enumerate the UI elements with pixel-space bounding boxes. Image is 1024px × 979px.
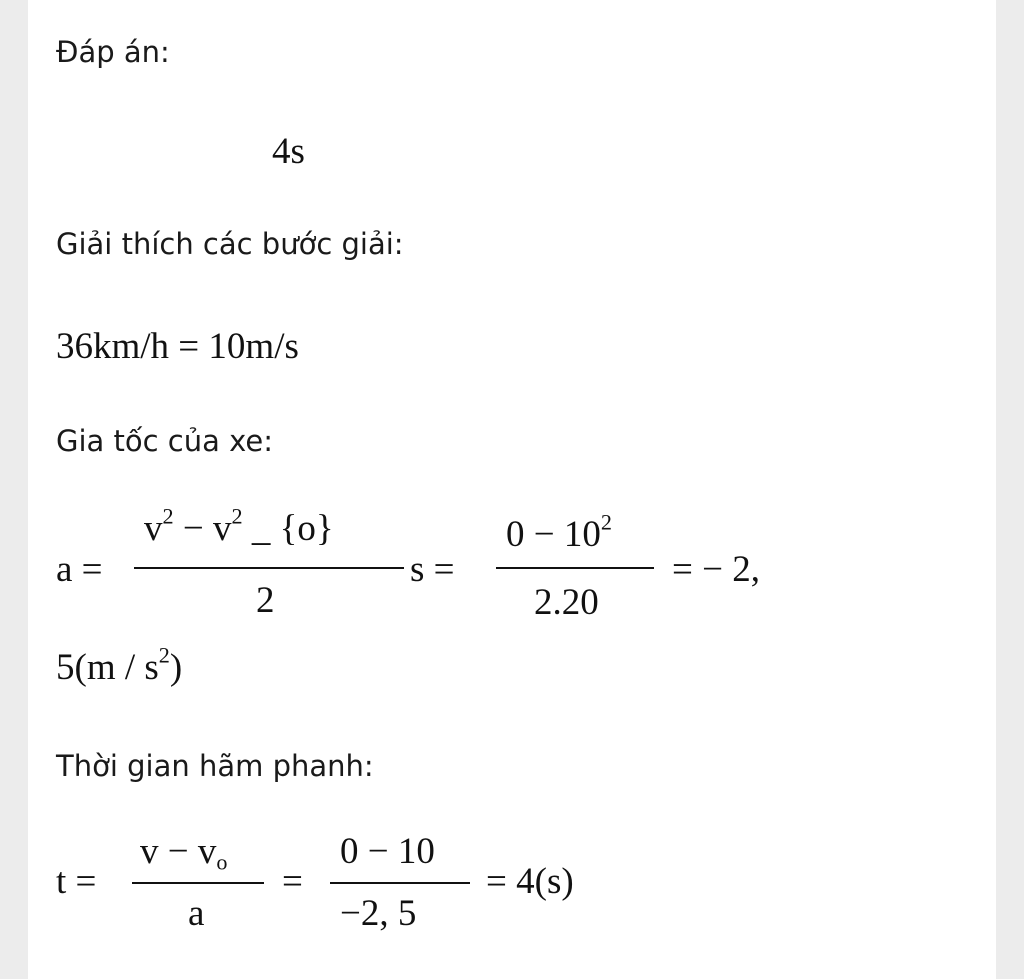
exponent: 2 xyxy=(600,509,612,535)
numerator-text: v − v xyxy=(140,831,217,872)
exponent: 2 xyxy=(158,642,170,668)
var-v: v xyxy=(212,508,232,549)
braking-time-equals: = xyxy=(282,861,303,902)
braking-time-frac2-numerator: 0 − 10 xyxy=(340,831,435,872)
speed-conversion: 36km/h = 10m/s xyxy=(56,326,299,367)
minus-sign: − xyxy=(182,508,204,549)
braking-time-lhs: t = xyxy=(56,861,97,902)
braking-time-result: = 4(s) xyxy=(486,861,574,902)
subscript: o xyxy=(216,849,228,875)
acceleration-result: = − 2, xyxy=(672,549,760,590)
acceleration-frac2-numerator xyxy=(506,509,612,555)
explanation-label: Giải thích các bước giải: xyxy=(56,227,404,261)
fraction-bar xyxy=(132,882,264,884)
acceleration-frac1-denominator: 2 xyxy=(256,580,275,621)
fraction-bar xyxy=(330,882,470,884)
exponent: 2 xyxy=(162,503,174,529)
acceleration-lhs: a = xyxy=(56,549,103,590)
acceleration-result-continued xyxy=(56,642,183,688)
closing-paren: ) xyxy=(169,647,183,688)
acceleration-label: Gia tốc của xe: xyxy=(56,424,273,458)
result-text: 5(m / s xyxy=(56,647,159,688)
answer-value: 4s xyxy=(272,131,305,172)
fraction-bar xyxy=(134,567,404,569)
braking-time-frac1-denominator: a xyxy=(188,893,205,934)
acceleration-frac2-denominator: 2.20 xyxy=(534,582,599,623)
numerator-text: 0 − 10 xyxy=(506,514,601,555)
answer-label: Đáp án: xyxy=(56,35,170,69)
braking-time-frac1-numerator xyxy=(140,831,228,875)
acceleration-frac1-numerator xyxy=(144,503,334,549)
braking-time-frac2-denominator: −2, 5 xyxy=(340,893,417,934)
subscript-residue: _ {o} xyxy=(251,508,334,549)
exponent: 2 xyxy=(231,503,243,529)
fraction-bar xyxy=(496,567,654,569)
var-v: v xyxy=(144,508,163,549)
acceleration-after-frac1: s = xyxy=(410,549,455,590)
braking-time-label: Thời gian hãm phanh: xyxy=(56,749,374,783)
